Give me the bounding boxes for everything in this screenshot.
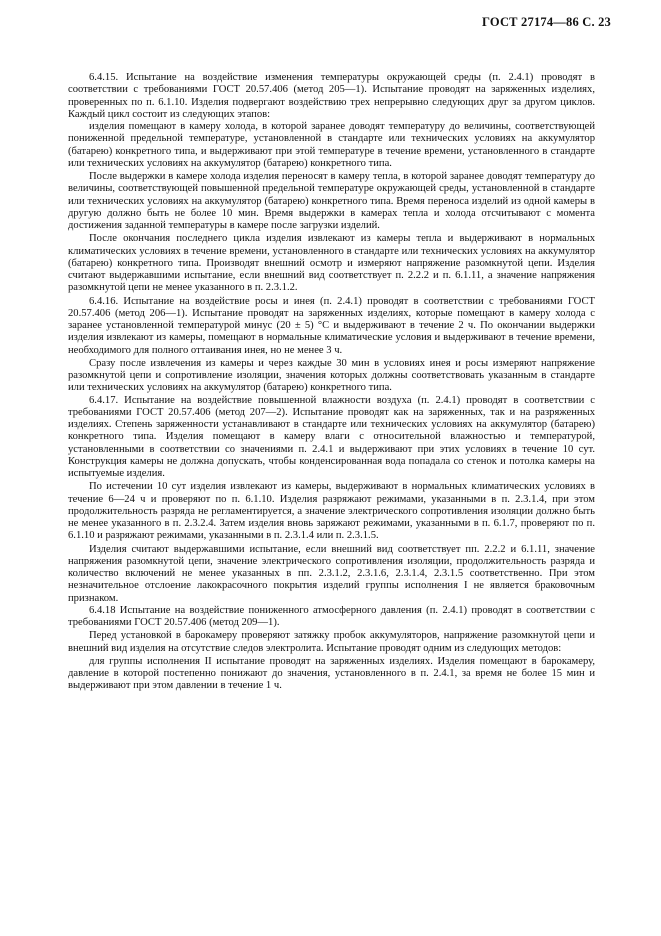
- paragraph-6-4-15: 6.4.15. Испытание на воздействие изменения температуры окружающей среды (п. 2.4.1) проводят в соответствии с требованиями ГОСТ 20.57.406 (метод 205—1). Испытание проводят на заряженных изделиях, проверенных по п. 6.1.10. Изделия подвергают воздействию трех непрерывно следующих друг за другом циклов. Каждый цикл состоит из следующих этапов:: [68, 72, 595, 120]
- paragraph-6-4-17: 6.4.17. Испытание на воздействие повышенной влажности воздуха (п. 2.4.1) проводят в соответствии с требованиями ГОСТ 20.57.406 (метод 207—2). Испытание проводят как на заряженных, так и на разряженных изделиях. Степень заряженности устанавливают в стандарте или технических условиях на аккумулятор (батарею) конкретного типа. Изделия помещают в камеру влаги с относительной влажностью и температурой, установленными в соответствии со значениями п. 2.4.1 и выдерживают при этих условиях в течение 10 сут. Конструкция камеры не должна допускать, чтобы конденсированная вода попадала со стенок и потолка камеры на испытуемые изделия.: [68, 394, 595, 479]
- paragraph-barochamber-prep: Перед установкой в барокамеру проверяют затяжку пробок аккумуляторов, напряжение разомкнутой цепи и внешний вид изделия на отсутствие следов электролита. Испытание проводят одним из следующих методов:: [68, 630, 595, 654]
- document-body: [68, 72, 595, 693]
- paragraph-after-cycle: После окончания последнего цикла изделия извлекают из камеры тепла и выдерживают в нормальных климатических условиях в течение времени, установленного в стандарте или технических условиях на аккумулятор (батарею) конкретного типа. Производят внешний осмотр и измеряют напряжение разомкнутой цепи. Изделия считают выдержавшими испытание, если внешний вид соответствует п. 2.2.2 и п. 6.1.11, а значение напряжения разомкнутой цепи не менее указанного в п. 2.3.1.2.: [68, 233, 595, 294]
- paragraph-heat-chamber: После выдержки в камере холода изделия переносят в камеру тепла, в которой заранее доводят температуру до величины, соответствующей повышенной предельной температуре окружающей среды, установленной в стандарте или технических условиях на аккумулятор (батарею) конкретного типа. Время переноса изделий из одной камеры в другую должно быть не более 10 мин. Время выдержки в камерах тепла и холода отсчитывают с момента достижения заданной температуры в камере после загрузки изделий.: [68, 171, 595, 231]
- paragraph-humidity-after: По истечении 10 сут изделия извлекают из камеры, выдерживают в нормальных климатических условиях в течение 6—24 ч и проверяют по п. 6.1.10. Изделия разряжают режимами, указанными в п. 2.3.1.4, при этом продолжительность разряда не регламентируется, а значение электрического сопротивления изоляции должно быть не менее указанного в п. 2.3.2.4. Затем изделия вновь заряжают режимами, указанными в п. 6.1.7, проверяют по п. 6.1.10 и разряжают режимами, указанными в п. 2.3.1.4 или п. 2.3.1.5.: [68, 481, 595, 542]
- paragraph-group-ii: для группы исполнения II испытание проводят на заряженных изделиях. Изделия помещают в барокамеру, давление в которой постепенно понижают до значения, установленного в п. 2.4.1, за время не более 15 мин и выдерживают при этом давлении в течение 1 ч.: [68, 655, 595, 692]
- paragraph-6-4-16: 6.4.16. Испытание на воздействие росы и инея (п. 2.4.1) проводят в соответствии с требованиями ГОСТ 20.57.406 (метод 206—1). Испытание проводят на заряженных изделиях, которые помещают в камеру холода с заранее установленной температурой минус (20 ± 5) °С и выдерживают в течение 2 ч. По окончании выдержки изделия извлекают из камеры, помещают в нормальные климатические условия и выдерживают в течение времени, необходимого для полного оттаивания инея, но не менее 3 ч.: [68, 295, 595, 356]
- paragraph-6-4-18: 6.4.18 Испытание на воздействие пониженного атмосферного давления (п. 2.4.1) проводят в соответствии с требованиями ГОСТ 20.57.406 (метод 209—1).: [68, 604, 595, 628]
- paragraph-humidity-criteria: Изделия считают выдержавшими испытание, если внешний вид соответствует пп. 2.2.2 и 6.1.11, значение напряжения разомкнутой цепи, значение электрического сопротивления изоляции, продолжительность разряда и количество включений не менее указанных в пп. 2.3.1.2, 2.3.1.6, 2.3.1.4, 2.3.1.5 соответственно. При этом незначительное отслоение лакокрасочного покрытия изделий группы исполнения I не является браковочным признаком.: [68, 543, 595, 604]
- paragraph-dew-measurement: Сразу после извлечения из камеры и через каждые 30 мин в условиях инея и росы измеряют напряжение разомкнутой цепи и сопротивление изоляции, значения которых должны соответствовать указанным в стандарте или технических условиях на аккумулятор (батарею) конкретного типа.: [68, 357, 595, 394]
- paragraph-cold-chamber: изделия помещают в камеру холода, в которой заранее доводят температуру до величины, соответствующей пониженной предельной температуре, установленной в стандарте или технических условиях на аккумулятор (батарею) конкретного типа, и выдерживают при этой температуре в течение времени, установленного в стандарте или технических условиях на аккумулятор (батарею) конкретного типа.: [68, 121, 595, 169]
- page-header: ГОСТ 27174—86 С. 23: [482, 15, 611, 29]
